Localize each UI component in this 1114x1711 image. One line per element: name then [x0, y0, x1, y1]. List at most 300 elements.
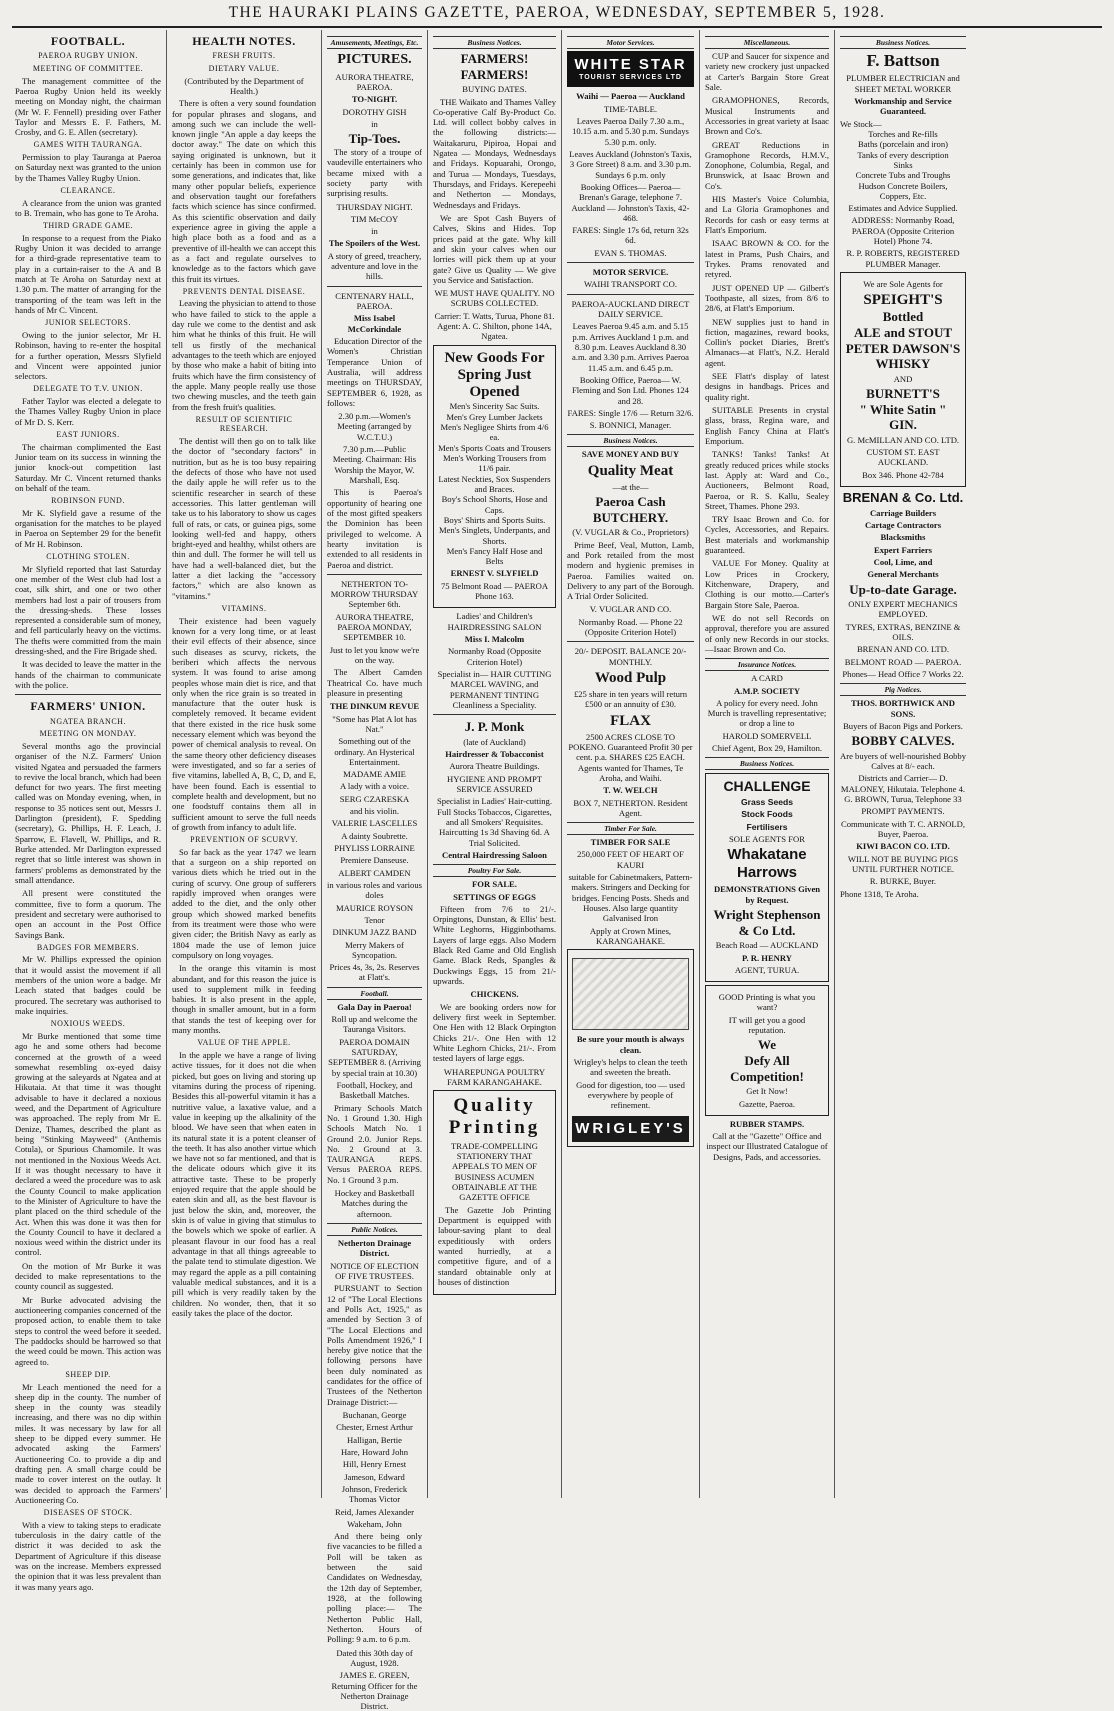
ad-item: Men's Sports Coats and Trousers	[438, 442, 551, 453]
column-health	[167, 30, 322, 1498]
stock-list	[840, 129, 966, 201]
manager: S. BONNICI, Manager.	[589, 420, 672, 431]
health-credit: (Contributed by the Department of Health.)	[184, 75, 304, 96]
communicate: Communicate with T. C. ARNOLD, Buyer, Paeroa.	[840, 818, 966, 840]
paragraph: The chairman complimented the East Junior team on its success in winning the junior knock-out competition last Saturday. Mr C. Vincent returned thanks on behalf of the team.	[15, 441, 161, 493]
section-label: Amusements, Meetings, Etc.	[327, 36, 422, 49]
misc-ad: VALUE For Money. Quality at Low Prices in Crockery, Kitchenware, Drapery, and Clothing is our motto.—Carter's Bargain Store Sale, Paeroa.	[705, 558, 829, 610]
candidate: Reid, James Alexander	[335, 1506, 414, 1517]
welch-desc: BOX 7, NETHERTON. Resident Agent.	[573, 797, 688, 818]
henry-name: P. R. HENRY	[742, 952, 792, 963]
challenge-item: Grass Seeds	[740, 797, 794, 808]
column-football	[10, 30, 167, 1592]
timetable-line: EVAN S. THOMAS.	[594, 247, 667, 258]
paragraph: Mr Burke mentioned that some time ago he and some others had become concerned at the growth of a weed somewhat resembling ox-eyed daisy growing at the saleyards at Ngatea and at Hikutaia. At that time it was thought advisable to have it declared a noxious weed, and the Department of Agriculture was approached. The reply from Mr E. Denize, Thames, described the plant as being "Stinking Mayweed" (Anthemis Cotula), or Spurious Chamomile. It was not mentioned in the Noxious Weeds Act. If it was thought necessary to have it declared a weed the procedure was to ask the County Council to make application to the Minister of Agriculture to have the plant placed on the third schedule of the Act. When this was done it was then for the County Council to have it declared a noxious weed within the district under its control.	[15, 1030, 161, 1258]
brenan-co: BRENAN AND CO. LTD.	[856, 644, 950, 655]
paragraph: Their existence had been vaguely known for a very long time, or at least their evil effects of their absence, since such diseases as scurvy, rickets, the beriberi which affects the nervous system. It was found to arise among peoples whose main diet is rice, and that only when the rice grain is so treated in manufacture that the outer husk is completely removed. It became evident that there existed in the rice husk some necessary element which was beyond the power of chemical analysis to reveal. On the same theory other deficiency diseases were investigated, and so far a series of five vitamins, labelled A, B, C, D, and E, have been found. Each is essential to complete health and development, but no one foodstuff contains them all in sufficient amount to serve the full needs of growth from infancy to adult life.	[172, 615, 316, 832]
farmers-title: FARMERS! FARMERS!	[460, 51, 529, 82]
printing-line: GOOD Printing is what you want?	[718, 992, 816, 1013]
carrier-note: Carrier: T. Watts, Turua, Phone 81. Agent: A. C. Shilton, phone 14A, Ngatea.	[434, 310, 555, 342]
health-sub: FRESH FRUITS.	[212, 51, 276, 61]
ad-item: Men's Working Trousers from 11/6 pair.	[442, 453, 547, 474]
wrigleys-line: Wrigley's helps to clean the teeth and sweeten the breath.	[573, 1056, 688, 1078]
whisky: WHISKY	[875, 356, 931, 372]
ad-name: ERNEST V. SLYFIELD	[450, 568, 539, 579]
column-motor	[562, 30, 700, 1498]
and: AND	[893, 373, 913, 384]
gala-title: Gala Day in Paeroa!	[337, 1001, 412, 1012]
misc-ad: NEW supplies just to hand in fiction, magazines, reward books, Collin's pocket Diaries, Brett's Almanacs—at Flatt's, N.Z. Herald agent.	[705, 316, 829, 368]
fares: FARES: Single 17/6 — Return 32/6.	[567, 407, 694, 418]
timetable-line: Leaves Paeroa Daily 7.30 a.m., 10.15 a.m. and 5.30 p.m. Sundays 5.30 p.m. only.	[572, 116, 689, 147]
good-printing-ad	[705, 985, 829, 1116]
salon-title: Ladies' and Children's HAIRDRESSING SALON	[447, 611, 542, 632]
paragraph: The management committee of the Paeroa Rugby Union held its weekly meeting on Monday night, the chairman (Mr W. F. Fennell) presiding over Father Taylor and Messrs E. F. Fathers, M. Crosby, and G. E. Allen (secretary).	[15, 75, 161, 138]
ad-item: Men's Negligee Shirts from 4/6 ea.	[440, 422, 549, 443]
subheading: CLEARANCE.	[60, 185, 116, 195]
harrows: Harrows	[736, 864, 798, 882]
motor-service: MOTOR SERVICE.	[592, 267, 669, 278]
kauri-desc: suitable for Cabinetmakers, Pattern-makers. Stringers and Decking for bridges. Fencing Posts. Sheds and Houses. Also large quantity Galvanised Iron	[568, 872, 693, 924]
misc-ad: WE do not sell Records on approval, therefore you are assured of only new Records in our stocks.—Isaac Brown and Co.	[705, 612, 829, 654]
monk-trade: Hairdresser & Tobacconist	[445, 749, 544, 760]
logo-subtext: TOURIST SERVICES LTD	[579, 74, 682, 81]
paragraph: Primary Schools Match No. 1 Ground 1.30. High Schools Match No. 1 Ground 2.0. Junior Reps. No. 2 Ground at 3. TAURANGA REPS. Versus PAEROA REPS. No. 1 Ground 3 p.m.	[327, 1102, 422, 1185]
misc-ad: SUITABLE Presents in crystal glass, brass, Regina ware, and English Fancy China at Flatt's Emporium.	[705, 405, 829, 446]
ad-item: Men's Fancy Half Hose and Belts	[446, 545, 543, 567]
subheading: VALUE OF THE APPLE.	[197, 1038, 291, 1048]
subheading: GAMES WITH TAURANGA.	[33, 140, 143, 150]
section-label: Insurance Notices.	[705, 658, 829, 671]
tyres: TYRES, EXTRAS, BENZINE & OILS.	[845, 621, 961, 643]
ad-item: Boys' Shirts and Sports Suits.	[443, 514, 546, 525]
notice-date: Dated this 30th day of August, 1928.	[336, 1647, 413, 1668]
gazette: Gazette, Paeroa.	[738, 1098, 796, 1109]
netherton-date: NETHERTON TO-MORROW THURSDAY September 6th.	[330, 578, 419, 610]
film-star: TIM McCOY	[350, 213, 399, 224]
deposit: 20/- DEPOSIT. BALANCE 20/- MONTHLY.	[574, 646, 687, 667]
stock-item: Hudson Concrete Boilers,	[858, 180, 948, 191]
candidate: Buchanan, George	[342, 1410, 407, 1421]
white-star-logo	[567, 51, 694, 87]
welch-name: T. W. WELCH	[603, 785, 658, 796]
burke: R. BURKE, Buyer.	[869, 876, 937, 887]
misc-ad: TANKS! Tanks! Tanks! At greatly reduced prices while stocks last. Apply at: Ward and Co., Auctioneers, Belmont Road, Paeroa, or R. S. Kallu, Sealey Street, Thames. Phone 293.	[705, 449, 829, 511]
section-label: Motor Services.	[567, 36, 694, 49]
subheading: NOXIOUS WEEDS.	[50, 1019, 126, 1029]
cast-line: A dainty Soubrette.	[341, 830, 408, 841]
schedule: Leaves Paeroa 9.45 a.m. and 5.15 p.m. Arrives Auckland 1 p.m. and 8.30 p.m. Leaves Auckland 8.30 a.m. and 3.30 p.m. Arrives Paeroa 11.45 a.m. and 6.45 p.m.	[572, 321, 689, 373]
garage: Up-to-date Garage.	[849, 581, 957, 597]
divider	[433, 714, 556, 715]
cast-line: and his violin.	[350, 806, 399, 817]
whakatane: Whakatane	[727, 846, 807, 864]
divider	[567, 641, 694, 642]
paragraph: PURSUANT to Section 12 of "The Local Elections and Polls Act, 1925," as amended by Section 3 of "The Local Elections and Polls Amendment 1926," I hereby give notice that the following persons have been duly nominated as candidates for the office of Trustees of the Netherton Drainage District:—	[327, 1283, 422, 1407]
speaker-name: Miss Isabel McCorkindale	[347, 313, 402, 334]
battson-trade: PLUMBER ELECTRICIAN and SHEET METAL WORKER	[846, 73, 960, 94]
subheading: RESULT OF SCIENTIFIC RESEARCH.	[195, 414, 293, 434]
salon-address: Normanby Road (Opposite Criterion Hotel)	[447, 646, 542, 667]
ad-item: Men's Grey Lumber Jackets	[446, 411, 543, 422]
burnetts: BURNETT'S	[866, 386, 940, 402]
stock-item: Coppers, Etc.	[879, 190, 927, 201]
masthead: THE HAURAKI PLAINS GAZETTE, PAEROA, WEDNESDAY, SEPTEMBER 5, 1928.	[12, 0, 1102, 28]
butchery-address: Normanby Road. — Phone 22 (Opposite Criterion Hotel)	[578, 616, 683, 638]
paragraph: Mr K. Slyfield gave a resume of the organisation for the matches to be played in Paeroa on September 29 for the benefit of Mr H. Robinson.	[15, 507, 161, 549]
monk-name: J. P. Monk	[464, 719, 525, 735]
column-amusements	[322, 30, 428, 1711]
speights-ad	[840, 272, 966, 487]
carriers: Districts and Carrier— D. MALONEY, Hikutaia. Telephone 4. G. BROWN, Turua, Telephone 33	[840, 773, 966, 805]
stock-label: We Stock—	[840, 118, 882, 129]
meeting-time: 2.30 p.m.—Women's Meeting (arranged by W.C.T.U.)	[337, 411, 412, 442]
belmont-road: BELMONT ROAD — PAEROA.	[844, 656, 962, 667]
cast-list	[327, 769, 422, 960]
candidate: Halligan, Bertie	[347, 1434, 402, 1445]
paragraph: Education Director of the Women's Christian Temperance Union of Australia, will address meetings on THURSDAY, SEPTEMBER 6, 1928, as follows:	[327, 335, 422, 408]
brenan-line: Cartage Contractors	[864, 519, 942, 530]
direct-service: PAEROA-AUCKLAND DIRECT DAILY SERVICE.	[571, 298, 690, 320]
henry-desc: AGENT, TURUA.	[734, 964, 800, 975]
prompt-payments: PROMPT PAYMENTS.	[861, 806, 945, 817]
paragraph: With a view to taking steps to eradicate tuberculosis in the dairy cattle of the district it was decided to ask the Department of Agriculture if this disease was on the increase. Members expressed the opinion that it was less prevalent than it was many years ago.	[15, 1519, 161, 1592]
film-desc: A story of greed, treachery, adventure and love in the hills.	[327, 250, 422, 282]
subheading: DISEASES OF STOCK.	[43, 1508, 133, 1518]
column-misc	[700, 30, 835, 1498]
agent-desc: Chief Agent, Box 29, Hamilton.	[711, 743, 823, 754]
misc-ad: GREAT Reductions in Gramophone Records, H.M.V., Zonophone, Columbia, Regal, and Brunswick, at Isaac Brown and Co's.	[705, 139, 829, 191]
kauri: 250,000 FEET OF HEART OF KAURI	[577, 849, 684, 870]
cast-line: Tenor	[364, 914, 385, 925]
misc-ad: JUST OPENED UP — Gilbert's Toothpaste, all sizes, from 8/6 to 28/6, at Flatt's Emporium.	[705, 282, 829, 314]
challenge-title: CHALLENGE	[723, 778, 811, 795]
subheading: PREVENTION OF SCURVY.	[190, 835, 298, 845]
farmers-sub: NGATEA BRANCH.	[50, 716, 126, 726]
ws-address: Beach Road — AUCKLAND	[715, 940, 819, 951]
paragraph: Mr Leach mentioned the need for a sheep dip in the county. The number of sheep in the county was steadily increasing, and there was no dip within miles. It was necessary by law for all sheep to be dipped every summer. He advocated asking the Farmers' Auctioneering Co. to provide a dip and drafting pen. A small charge could be made to cover interest on the outlay. It was decided to approach the Farmers' Auctioneering Co.	[15, 1381, 161, 1505]
timetable-line: FARES: Single 17s 6d, return 32s 6d.	[572, 225, 689, 246]
cast-line: ALBERT CAMDEN	[338, 867, 411, 878]
section-label: Miscellaneous.	[705, 36, 829, 49]
columns	[10, 30, 1106, 1711]
paragraph: In the orange this vitamin is most abundant, and for this reason the juice is used to supplement milk in feeding babies. It is also present in the apple, though in smaller amount, but in a form that stands the test of keeping over for many months.	[172, 963, 316, 1036]
cast-line: MADAME AMIE	[343, 769, 406, 780]
paragraph: Mr W. Phillips expressed the opinion that it would assist the movement if all members of the union wore a badge. Mr Leach stated that badges could be procured. The secretary was authorised to make inquiries.	[15, 954, 161, 1016]
cast-line: PHYLISS LORRAINE	[334, 843, 415, 854]
monk-service: HYGIENE AND PROMPT SERVICE ASSURED	[446, 773, 542, 795]
stock-item: Concrete Tubs and Troughs	[855, 170, 951, 181]
wrigleys-ad	[567, 949, 694, 1147]
section-label: Business Notices.	[840, 36, 966, 49]
ad-item: Men's Sincerity Sac Suits.	[449, 401, 540, 412]
cast-line: DINKUM JAZZ BAND	[332, 927, 417, 938]
cast-line: A lady with a voice.	[340, 781, 409, 792]
paragraph: A clearance from the union was granted to B. Tremain, who has gone to Te Aroha.	[15, 197, 161, 218]
central-saloon: Central Hairdressing Saloon	[442, 849, 547, 860]
cast-line: VALERIE LASCELLES	[331, 818, 418, 829]
booking: Booking Office, Paeroa— W. Fleming and Son Ltd. Phones 124 and 28.	[572, 374, 689, 406]
butchery-name: Paeroa Cash BUTCHERY.	[592, 494, 669, 525]
monk-details: Specialist in Ladies' Hair-cutting. Full Stocks Tobaccos, Cigarettes, and all Smokers' Requisites. Haircutting 1s 3d Shaving 6d. A Trial Solicited.	[437, 796, 552, 848]
section-label: Business Notices.	[567, 434, 694, 447]
tonight-label: TO-NIGHT.	[351, 94, 398, 105]
subheading: PREVENTS DENTAL DISEASE.	[182, 286, 306, 296]
wright-stephenson: Wright Stephenson & Co Ltd.	[713, 907, 821, 938]
section-label: Public Notices.	[327, 1223, 422, 1236]
subheading: ROBINSON FUND.	[51, 496, 125, 506]
cast-line: Premiere Danseuse.	[340, 855, 409, 866]
wrigleys-illustration	[572, 958, 689, 1030]
thursday-label: THURSDAY NIGHT.	[336, 201, 413, 212]
paragraph: Father Taylor was elected a delegate to the Thames Valley Rugby Union in place of Mr D. S. Kerr.	[15, 396, 161, 427]
paragraph: It was decided to leave the matter in the hands of the chairman to communicate with the police.	[15, 659, 161, 691]
agent-name: HAROLD SOMERVELL	[722, 730, 812, 741]
save-money: SAVE MONEY AND BUY	[581, 449, 680, 460]
section-label: Business Notices.	[705, 757, 829, 770]
box-phone: Box 346. Phone 42-784	[862, 469, 944, 480]
transport-co: WAIHI TRANSPORT CO.	[584, 279, 677, 290]
column-notices	[835, 30, 971, 1498]
ad-address: 75 Belmont Road — PAEROA Phone 163.	[440, 580, 549, 602]
gala-extra: Hockey and Basketball Matches during the afternoon.	[334, 1188, 415, 1219]
defy-all: Defy All	[744, 1053, 790, 1069]
paragraph: This is Paeroa's opportunity of hearing one of the most gifted speakers the Dominion has been privileged to welcome. A hearty invitation is extended to all residents in Paeroa and district.	[327, 487, 422, 570]
kiwi-bacon: KIWI BACON CO. LTD.	[856, 841, 950, 852]
candidate-list	[327, 1410, 422, 1529]
paragraph: We are Spot Cash Buyers of Calves, Skins and Hides. Top prices paid at the gate. Why kill and skin your calves when our lorries will pick them up at your gate? Give us Quality — We give you Service and Satisfaction.	[433, 212, 556, 285]
ale-stout: ALE and STOUT	[853, 324, 953, 340]
paragraph: Prime Beef, Veal, Mutton, Lamb, and Pork retailed from the most modern and hygienic premises in Paeroa. Families waited on. Delivery to any part of the Borough. A Trial Order Solicited.	[567, 539, 694, 602]
amp-society: A.M.P. SOCIETY	[733, 685, 801, 696]
workmanship: Workmanship and Service Guaranteed.	[854, 96, 952, 117]
buying-dates: BUYING DATES.	[462, 84, 527, 95]
at-the: —at the—	[612, 481, 649, 492]
subheading: VITAMINS.	[221, 604, 267, 614]
paragraph: Permission to play Tauranga at Paeroa on Saturday next was granted to the union by the Thames Valley Rugby Union.	[15, 152, 161, 183]
bobby-calves: BOBBY CALVES.	[851, 733, 955, 749]
speights: SPEIGHT'S	[863, 292, 943, 309]
candidate: Jameson, Edward	[344, 1471, 405, 1482]
battson-address: ADDRESS: Normanby Road, PAEROA (Opposite Criterion Hotel) Phone 74.	[851, 215, 955, 247]
film-desc: The story of a troupe of vaudeville entertainers who became mixed with a society party with surprising results.	[327, 146, 422, 199]
gala-matches: Football, Hockey, and Basketball Matches.	[336, 1079, 413, 1101]
ad-item: Boy's School Shorts, Hose and Caps.	[441, 494, 548, 515]
divider	[327, 574, 422, 575]
health-sub2: DIETARY VALUE.	[208, 63, 280, 73]
wrigleys-line: Good for digestion, too — used everywhere by people of refinement.	[576, 1079, 685, 1111]
timetable-title: TIME-TABLE.	[603, 103, 657, 114]
stock-item: Torches and Re-fills	[868, 128, 938, 139]
theatre-name: AURORA THEATRE, PAEROA.	[335, 71, 414, 93]
gin: GIN.	[889, 417, 917, 433]
printing-line: IT will get you a good reputation.	[728, 1014, 806, 1036]
battson-name: F. Battson	[866, 51, 940, 70]
aurora-date: AURORA THEATRE, PAEROA MONDAY, SEPTEMBER 10.	[335, 611, 414, 643]
monk-note: (late of Auckland)	[463, 736, 526, 747]
chickens-title: CHICKENS.	[470, 989, 519, 1000]
football-sub: PAEROA RUGBY UNION.	[38, 51, 138, 61]
gala-venue: PAEROA DOMAIN SATURDAY, SEPTEMBER 8. (Arriving by special train at 10.30)	[328, 1036, 421, 1078]
timber-title: TIMBER FOR SALE	[590, 837, 671, 848]
candidate: Hare, Howard John	[340, 1446, 409, 1457]
farmers-meeting: MEETING ON MONDAY.	[39, 729, 137, 739]
white-satin: " White Satin "	[859, 401, 947, 417]
notice-sign: JAMES E. GREEN, Returning Officer for the Netherton Drainage District.	[331, 1670, 418, 1711]
eggs-title: SETTINGS OF EGGS	[453, 891, 536, 902]
cast-line: MAURICE ROYSON	[335, 902, 414, 913]
flax-desc: 2500 ACRES CLOSE TO POKENO. Guaranteed Profit 30 per cent. p.a. SHARES £25 EACH. Agents wanted for Thames, Te Aroha, and Waihi.	[568, 731, 693, 783]
slyfield-ad	[433, 345, 556, 609]
football-meeting: MEETING OF COMMITTEE.	[32, 63, 144, 73]
challenge-item: Fertilisers	[746, 821, 788, 832]
pulp-desc: £25 share in ten years will return £500 or an annuity of £30.	[573, 689, 688, 710]
film-title: Tip-Toes.	[348, 131, 401, 147]
section-label: Football.	[327, 987, 422, 1000]
paragraph: Mr Slyfield reported that last Saturday one member of the West club had lost a coat, silk shirt, and one or two other members had lost a pair of trousers from the dressing-sheds. These losses represented a considerable sum of money, and fell particularly heavy on the victims. The thefts were committed from the main dressing-shed, and the Fire Brigade shed.	[15, 563, 161, 657]
wood-pulp: Wood Pulp	[594, 670, 667, 687]
paragraph: The Albert Camden Theatrical Co. have much pleasure in presenting	[327, 667, 422, 698]
borthwick-desc: Buyers of Bacon Pigs and Porkers.	[843, 720, 963, 731]
amp-desc: A policy for every need. John Murch is travelling representative; or drop a line to	[707, 697, 827, 729]
kiwi-desc: WILL NOT BE BUYING PIGS UNTIL FURTHER NOTICE.	[847, 853, 959, 874]
candidate: Hill, Henry Ernest	[342, 1459, 407, 1470]
paragraph: On the motion of Mr Burke it was decided to make representations to the county council as suggested.	[15, 1260, 161, 1292]
mcmillan: G. McMILLAN AND CO. LTD.	[846, 434, 960, 445]
wrigleys-line: Be sure your mouth is always clean.	[576, 1034, 685, 1055]
cast-line: in various roles and various doles	[327, 879, 422, 901]
timetable-line: Booking Offices— Paeroa—Brenan's Garage, telephone 7. Auckland — Johnston's Taxis, 42-468.	[571, 181, 690, 223]
challenge-item: Stock Foods	[741, 809, 793, 820]
printing-desc: The Gazette Job Printing Department is equipped with labour-saving plant to deal expeditiously with orders wanted hurriedly, at a competitive figure, and of a standard obtainable only at houses of distinction	[438, 1204, 551, 1287]
prices: Prices 4s, 3s, 2s. Reserves at Flatt's.	[329, 962, 420, 983]
brenan-title: BRENAN & Co. Ltd.	[842, 490, 964, 506]
misc-ad: CUP and Saucer for sixpence and variety new crockery just unpacked at Carter's Bargain Store Great Sale.	[705, 51, 829, 92]
quality-meat: Quality Meat	[587, 462, 674, 479]
demonstrations: DEMONSTRATIONS Given by Request.	[713, 884, 821, 905]
revue-quote: "Some has Plat A lot has Nat."	[332, 713, 417, 734]
timetable-line: Leaves Auckland (Johnston's Taxis, 3 Gore Street) 8 a.m. and 3.30 p.m. Sundays 6 p.m. only	[569, 148, 692, 180]
film-in: in	[371, 226, 378, 237]
printing-word: Quality	[453, 1095, 536, 1117]
candidate: Wakeham, John	[347, 1518, 402, 1529]
estimates: Estimates and Advice Supplied.	[848, 203, 958, 214]
column-business	[428, 30, 562, 1498]
farm-name: WHAREPUNGA POULTRY FARM KARANGAHAKE.	[443, 1066, 546, 1087]
we: We	[757, 1037, 777, 1053]
borthwick: THOS. BORTHWICK AND SONS.	[850, 698, 956, 719]
subheading: CLOTHING STOLEN.	[46, 551, 130, 561]
sole-agents: We are Sole Agents for	[863, 279, 943, 290]
printing-word: Printing	[448, 1117, 541, 1138]
bottled: Bottled	[882, 309, 924, 325]
brenan-line: General Merchants	[867, 569, 939, 580]
printing-ad	[433, 1090, 556, 1295]
rubber-stamps: RUBBER STAMPS.	[729, 1118, 805, 1129]
paragraph: So far back as the year 1747 we learn that a surgeon on a ship reported on various diets which he tried out in the curing of scurvy. One group of sufferers rapidly improved when oranges were added to the diet, and the only other group which showed marked benefits from its treatment were those who were given cider; the British Navy as early as 1804 made the use of lemon juice compulsory on long voyages.	[172, 846, 316, 960]
divider	[567, 262, 694, 263]
drainage-title: Netherton Drainage District.	[337, 1238, 412, 1259]
section-label: Poultry For Sale.	[433, 864, 556, 877]
hall-name: CENTENARY HALL, PAEROA.	[335, 290, 414, 312]
printing-tagline: TRADE-COMPELLING STATIONERY THAT APPEALS TO MEN OF BUSINESS ACUMEN OBTAINABLE AT THE GAZETTE OFFICE	[451, 1140, 538, 1203]
stock-item: Sinks	[893, 159, 913, 170]
paragraph: And there being only five vacancies to be filled a Poll will be taken as between the said Candidates on Wednesday, the 12th day of September, 1928, at the following polling place:— The Netherton Public Hall, Netherton. Hours of Polling: 9 a.m. to 6 p.m.	[327, 1531, 422, 1645]
paragraph: In response to a request from the Piako Rugby Union it was decided to arrange for a third-grade representative team to play in a curtain-raiser to the A and B match at Te Aroha on Saturday next at 1.30 p.m. The matter of arranging for the transporting of the team was left in the hands of Mr C. Vincent.	[15, 232, 161, 315]
ad-title: New Goods For Spring Just Opened	[444, 349, 545, 401]
stock-item: Baths (porcelain and iron)	[858, 139, 948, 150]
misc-ad: GRAMOPHONES, Records, Musical Instruments and Accessories in great variety at Isaac Brown and Co's.	[705, 95, 829, 137]
film-title: The Spoilers of the West.	[328, 238, 421, 249]
paragraph: We are booking orders now for delivery first week in September. One Hen with 12 Black Orpington Chicks 21/-. One Hen with 12 White Leghorn Chicks, 21/-. From tested layers of large eggs.	[433, 1001, 556, 1064]
teaser: Just to let you know we're on the way.	[329, 644, 420, 666]
paragraph: THE Waikato and Thames Valley Co-operative Calf By-Product Co. Ltd. will collect bobby calves in the following districts:— Waitakaruru, Pipiroa, Hopai and Ngatea — Mondays, Wednesdays and Fridays. Kopuarahi, Orongo, and Turua — Mondays, Tuesdays, Thursdays, and Fridays. Kerepeehi and Netherton — Mondays, Wednesdays and Fridays.	[433, 96, 556, 210]
section-label: Pig Notices.	[840, 683, 966, 696]
subheading: SHEEP DIP.	[65, 1369, 111, 1379]
cast-line: SERG CZARESKA	[339, 793, 410, 804]
brenan-line: Expert Farriers	[874, 544, 932, 555]
subheading: BADGES FOR MEMBERS.	[36, 942, 140, 952]
bobby-desc: Are buyers of well-nourished Bobby Calves at 8/- each.	[840, 750, 967, 772]
ad-item: Latest Neckties, Sox Suspenders and Braces.	[438, 473, 551, 494]
cast-line: Merry Makers of Syncopation.	[345, 939, 404, 960]
gala-desc: Roll up and welcome the Tauranga Visitors.	[331, 1014, 418, 1035]
custom-st: CUSTOM ST. EAST AUCKLAND.	[866, 447, 940, 468]
farmers-heading: FARMERS' UNION.	[30, 699, 146, 714]
film-in: in	[371, 119, 378, 130]
challenge-ad	[705, 773, 829, 982]
get-it-now: Get It Now!	[746, 1086, 788, 1097]
revue-desc: Something out of the ordinary. An Hysterical Entertainment.	[334, 736, 415, 767]
notice-title: NOTICE OF ELECTION OF FIVE TRUSTEES.	[330, 1260, 419, 1281]
for-sale: FOR SALE.	[472, 879, 517, 890]
apply: Apply at Crown Mines, KARANGAHAKE.	[589, 925, 672, 946]
battson-manager: R. P. ROBERTS, REGISTERED PLUMBER Manager.	[846, 248, 960, 269]
meeting-time: 7.30 p.m.—Public Meeting. Chairman: His Worship the Mayor, W. Marshall, Esq.	[332, 444, 417, 486]
misc-ad: TRY Isaac Brown and Co. for Cycles, Accessories, and Repairs. Best materials and workmanship guaranteed.	[705, 514, 829, 556]
proprietors: (V. VUGLAR & Co., Proprietors)	[572, 527, 689, 538]
salon-services: Specialist in— HAIR CUTTING MARCEL WAVING, and PERMANENT TINTING Cleanliness a Speciality.	[437, 668, 552, 710]
mechanics: ONLY EXPERT MECHANICS EMPLOYED.	[848, 599, 958, 620]
route: Waihi — Paeroa — Auckland	[576, 91, 685, 102]
misc-ad: ISAAC BROWN & CO. for the latest in Prams, Push Chairs, and Trykes. Prams renovated and retyred.	[705, 238, 829, 280]
section-label: Business Notices.	[433, 36, 556, 49]
pictures-heading: PICTURES.	[337, 52, 412, 67]
brenan-line: Carriage Builders	[869, 507, 937, 518]
brenan-line: Blacksmiths	[880, 532, 926, 543]
paragraph: Fifteen from 7/6 to 21/-. Orpingtons, Dunstan, & Ellis' best. White Leghorns, Higginbothams. Layers of large eggs. Also Modern Black Red Game and Old English Game. Black Reds, Spangles & Duckwings Eggs, 15 from 21/- upwards.	[433, 903, 556, 987]
paragraph: Owing to the junior selector, Mr H. Robinson, having to re-enter the hospital for a further operation, Messrs Slyfield and Vincent were appointed junior selectors.	[15, 329, 161, 382]
paragraph: The dentist will then go on to talk like the doctor of "secondary factors" in nutrition, but as he is too busy repairing the defects of those who have not used the daily apple he will refer us to the scientific researcher in search of these accessories. This latter gentleman will take us to his laboratory to show us cages full of rats, or cats, or guinea pigs, some looking well-fed and happy, others bright-eyed and healthy, whilst others are thin and dull. The former he will tell us have had a well-balanced diet, but the latter a diet lacking the "accessory factors," which are also known as "vitamins."	[172, 436, 316, 601]
misc-ad: HIS Master's Voice Columbia, and La Gloria Gramophones and Records for cash or easy terms at Flatt's Emporium.	[705, 194, 829, 235]
section-label: Timber For Sale.	[567, 822, 694, 835]
revue-title: THE DINKUM REVUE	[329, 701, 420, 712]
paragraph: Mr Burke advocated advising the auctioneering companies concerned of the proposed action, to enable them to take steps to control the weed before it seeded. The paddocks should be harrowed so that the weed could be mown. This action was agreed to.	[15, 1294, 161, 1367]
paragraph: Leaving the physician to attend to those who have failed to stick to the apple a day rule we come to the dentist and ask him what he thinks of this fruit. He will tell us firstly of the mechanical advantages to the teeth which are enjoyed by those who make a habit of biting into fruits which have the firm consistency of the apple. Many people really use those two chewing muscles, and the teeth gain from the fresh fruit's qualities.	[172, 298, 316, 412]
paragraph: In the apple we have a range of living active tissues, for it does not die when picked, but goes on living and storing up vitamins during the process of ripening. Besides this all-powerful vitamin it has a nutritive value, a laxative value, and a value in keeping up the alkalinity of the blood. We have seen that when eaten in its natural state it is a potent cleanser of the teeth. It has also another virtue which we have not so far mentioned, and that is the delicate odours which give it its attractive taste. These to be properly enjoyed require that the apple should be eaten skin and all, as the best flavour is just below the skin, and, moreover, the skin is of value in giving that stimulus to the bowels which we spoke of earlier. A pleasant flavour in our food has a real advantage in that all things agreeable to the palate tend to stimulate digestion. We may regard the apple as a pill containing valuable medical substances, and it is a pill which is very readily taken by the children. No wonder, then, that it so easily takes the place of the doctor.	[172, 1050, 316, 1318]
rubber-desc: Call at the "Gazette" Office and inspect our Illustrated Catalogue of Designs, Pads, and accessories.	[706, 1131, 828, 1162]
card: A CARD	[751, 673, 783, 684]
paragraph: All present were constituted the committee, five to form a quorum. The president and secretary were authorised to open an account in the Post Office Savings Bank.	[15, 888, 161, 940]
brenan-line: Cool, Lime, and	[873, 556, 933, 567]
quality-note: WE MUST HAVE QUALITY. NO SCRUBS COLLECTED.	[434, 288, 555, 309]
phone: Phone 1318, Te Aroha.	[840, 888, 919, 899]
ad-item: Men's Singlets, Underpants, and Shorts.	[438, 525, 551, 546]
subheading: THIRD GRADE GAME.	[42, 221, 134, 231]
flax: FLAX	[610, 712, 651, 729]
misc-ad: SEE Flatt's display of latest designs in handbags. Prices and quality right.	[705, 371, 829, 402]
subheading: DELEGATE TO T.V. UNION.	[33, 384, 143, 394]
